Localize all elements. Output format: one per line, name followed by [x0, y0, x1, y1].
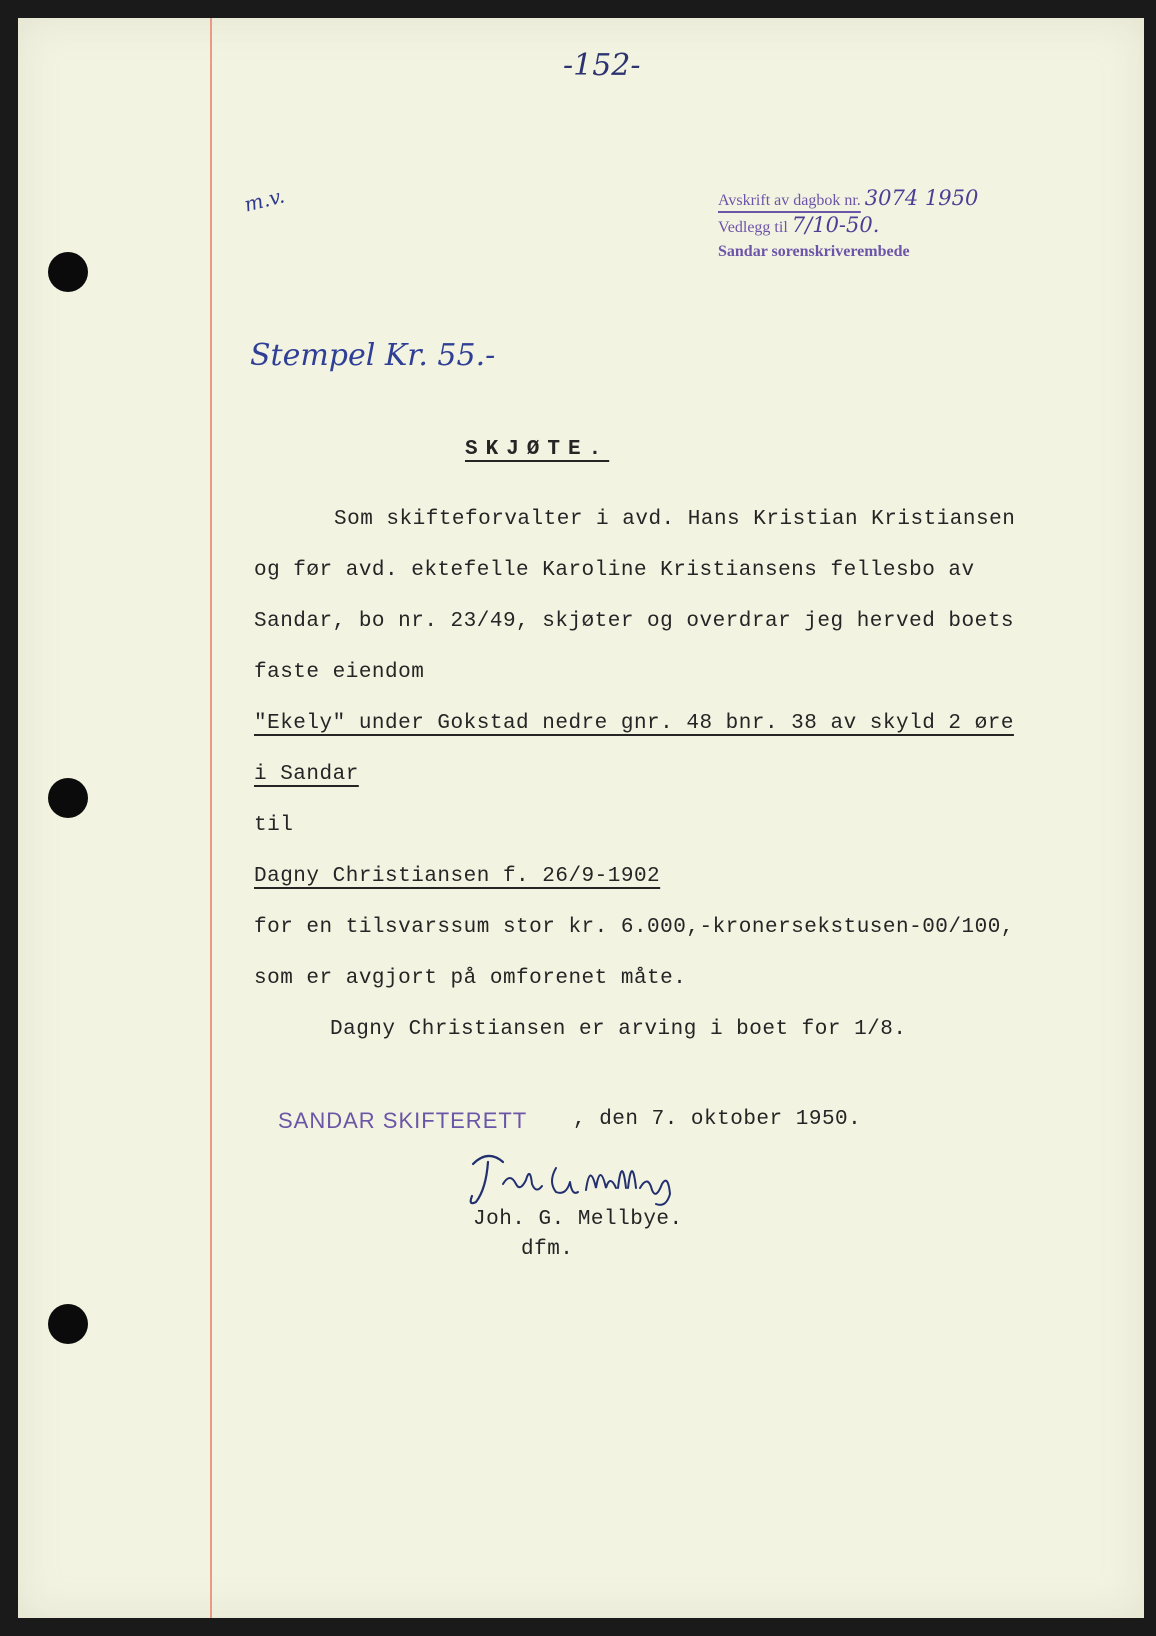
court-stamp: SANDAR SKIFTERETT [278, 1108, 528, 1133]
margin-rule [210, 18, 212, 1618]
margin-initials: m.v. [241, 183, 287, 217]
body-line-4: faste eiendom [254, 661, 425, 684]
register-stamp-office: Sandar sorenskriverembede [718, 243, 910, 260]
page-number: -152- [563, 48, 641, 83]
document-page [18, 18, 1144, 1618]
date-line: , den 7. oktober 1950. [573, 1108, 862, 1131]
settlement-line: som er avgjort på omforenet måte. [254, 967, 687, 990]
register-stamp [718, 186, 978, 264]
body-line-1: Som skifteforvalter i avd. Hans Kristian Kristiansen [334, 508, 1016, 531]
signatory-name: Joh. G. Mellbye. [473, 1208, 683, 1231]
register-stamp-diary-number: 3074 1950 [864, 186, 979, 210]
signatory-title: dfm. [521, 1238, 574, 1261]
punch-hole-top [48, 252, 88, 292]
body-line-to: til [254, 814, 294, 837]
register-stamp-line-2 [718, 213, 978, 240]
punch-hole-bottom [48, 1304, 88, 1344]
signature-graphic [458, 1144, 708, 1214]
heir-line: Dagny Christiansen er arving i boet for 1/8. [330, 1018, 907, 1041]
document-title: SKJØTE. [465, 438, 610, 461]
stamp-duty-note: Stempel Kr. 55.- [250, 338, 496, 373]
property-line-2: i Sandar [254, 763, 359, 786]
register-stamp-attachment-label: Vedlegg til [718, 219, 788, 236]
body-line-2: og før avd. ektefelle Karoline Kristiansens fellesbo av [254, 559, 975, 582]
register-stamp-date: 7/10-50. [791, 213, 880, 237]
punch-hole-middle [48, 778, 88, 818]
register-stamp-line-1 [718, 186, 978, 213]
register-stamp-label: Avskrift av dagbok nr. [718, 192, 861, 209]
price-line: for en tilsvarssum stor kr. 6.000,-kronersekstusen-00/100, [254, 916, 1014, 939]
property-line-1: "Ekely" under Gokstad nedre gnr. 48 bnr. 38 av skyld 2 øre [254, 712, 1014, 735]
buyer-line: Dagny Christiansen f. 26/9-1902 [254, 865, 661, 888]
body-line-3: Sandar, bo nr. 23/49, skjøter og overdrar jeg herved boets [254, 610, 1014, 633]
